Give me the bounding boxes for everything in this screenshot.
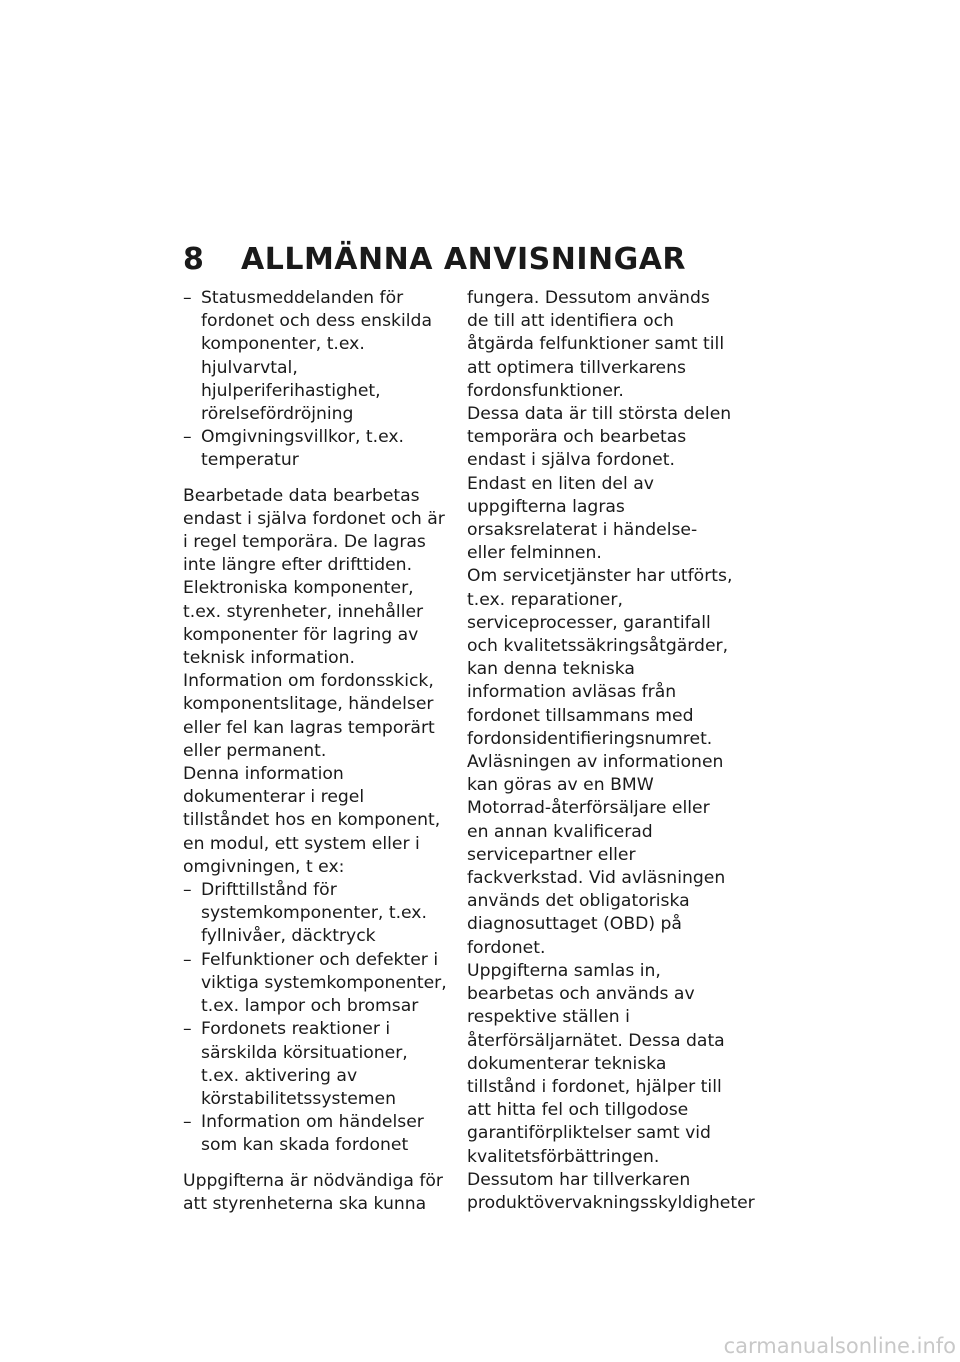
paragraph: Avläsningen av informationen kan göras av en BMW Motorrad-återförsäljare eller en annan kvalificerad servicepartner eller fackverkstad. Vid avläsningen används det obligatoriska diagnosuttaget (OBD) på fordonet. [467,752,726,958]
list-item: – Felfunktioner och defekter i viktiga systemkomponenter, t.ex. lampor och bromsar [183,949,447,1017]
list-item: – Fordonets reaktioner i särskilda körsituationer, t.ex. aktivering av körstabilitetssystemen [183,1019,408,1109]
paragraph: Uppgifterna är nödvändiga för att styrenheterna ska kunna [183,1170,444,1214]
watermark-text: carmanualsonline.info [723,1334,956,1358]
left-column [183,287,451,1216]
chapter-number: 8 [183,242,205,277]
paragraph: Denna information dokumenterar i regel tillståndet hos en komponent, en modul, ett system eller i omgivningen, t ex: [183,764,441,877]
paragraph: Dessa data är till största delen temporära och bearbetas endast i själva fordonet. Endast en liten del av uppgifterna lagras orsaksrelaterat i händelse- eller felminnen. [467,404,732,564]
list-item: – Information om händelser som kan skada fordonet [183,1112,424,1156]
paragraph: Om servicetjänster har utförts, t.ex. reparationer, serviceprocesser, garantifall och kvalitetssäkringsåtgärder, kan denna tekniska information avläsas från fordonet tillsammans med fordonsidentifieringsnumret. [467,566,733,749]
paragraph: Elektroniska komponenter, t.ex. styrenheter, innehåller komponenter för lagring av teknisk information. Information om fordonsskick, komponentslitage, händelser eller fel kan lagras temporärt eller permanent. [183,578,435,761]
paragraph: Uppgifterna samlas in, bearbetas och används av respektive ställen i återförsäljarnätet. Dessa data dokumenterar tekniska tillstånd i fordonet, hjälper till att hitta fel och tillgodose garantiförpliktelser samt vid kvalitetsförbättringen. [467,960,725,1167]
list-item: – Drifttillstånd för systemkomponenter, t.ex. fyllnivåer, däcktryck [183,880,427,947]
chapter-heading [183,240,686,280]
list-item: – Omgivningsvillkor, t.ex. temperatur [183,427,405,471]
list-item: – Statusmeddelanden för fordonet och dess enskilda komponenter, t.ex. hjulvarvtal, hjulperiferihastighet, rörelsefördröjning [183,288,432,425]
chapter-title: ALLMÄNNA ANVISNINGAR [241,242,687,277]
paragraph: fungera. Dessutom används de till att identifiera och åtgärda felfunktioner samt till att optimera tillverkarens fordonsfunktioner. [467,288,725,401]
paragraph: Dessutom har tillverkaren produktövervakningsskyldigheter [467,1169,755,1213]
paragraph: Bearbetade data bearbetas endast i själva fordonet och är i regel temporära. De lagras inte längre efter drifttiden. [183,485,445,576]
right-column [467,287,755,1215]
